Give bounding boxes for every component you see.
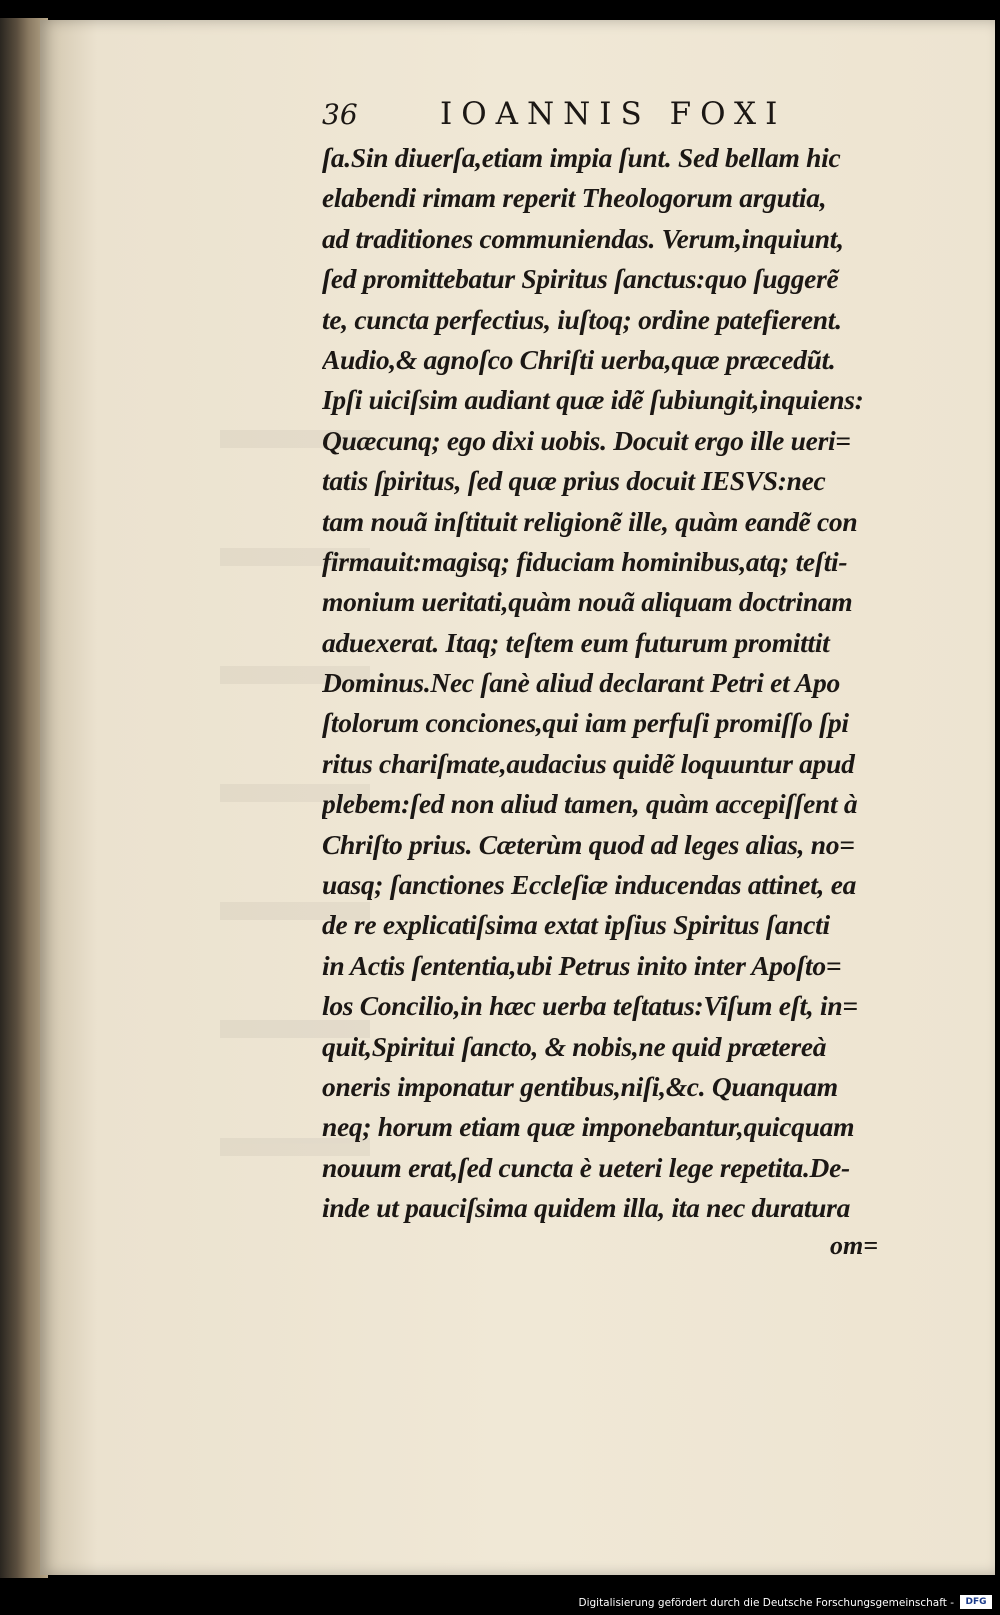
funding-credit: Digitalisierung gefördert durch die Deutsche Forschungsgemeinschaft - xyxy=(578,1597,954,1609)
text-line: te, cuncta perfectius, iuſtoq; ordine patefierent. xyxy=(322,303,842,335)
text-line: oneris imponatur gentibus,niſi,&c. Quanquam xyxy=(322,1070,838,1102)
text-line: quit,Spiritui ſancto, & nobis,ne quid prætereà xyxy=(322,1030,827,1062)
text-line: uasq; ſanctiones Eccleſiæ inducendas attinet, ea xyxy=(322,869,857,901)
text-line: ſtolorum conciones,qui iam perfuſi promiſſo ſpi xyxy=(322,707,849,739)
text-line: los Concilio,in hæc uerba teſtatus:Viſum eſt, in= xyxy=(322,990,858,1022)
body-text xyxy=(322,138,922,1229)
text-line: elabendi rimam reperit Theologorum argutia, xyxy=(322,182,827,214)
catchword: om= xyxy=(830,1231,879,1260)
text-line: Audio,& agnoſco Chriſti uerba,quæ præcedũt. xyxy=(322,343,836,375)
text-line: de re explicatiſsima extat ipſius Spiritus ſancti xyxy=(322,909,830,941)
text-line: ritus chariſmate,audacius quidẽ loquuntur apud xyxy=(322,747,855,779)
text-line: in Actis ſententia,ubi Petrus inito inter Apoſto= xyxy=(322,949,842,981)
text-line: Ipſi uiciſsim audiant quæ idẽ ſubiungit,inquiens: xyxy=(322,384,864,416)
text-line: ſed promittebatur Spiritus ſanctus:quo ſuggerẽ xyxy=(322,263,839,295)
text-line: firmauit:magisq; fiduciam hominibus,atq; teſti- xyxy=(322,545,848,577)
text-line: Chriſto prius. Cæterùm quod ad leges alias, no= xyxy=(322,828,855,860)
text-line: nouum erat,ſed cuncta è ueteri lege repetita.De- xyxy=(322,1151,850,1183)
text-line: monium ueritati,quàm nouã aliquam doctrinam xyxy=(322,586,853,618)
text-line: inde ut pauciſsima quidem illa, ita nec duratura xyxy=(322,1192,851,1224)
text-line: neq; horum etiam quæ imponebantur,quicquam xyxy=(322,1111,855,1143)
running-title: IOANNIS FOXI xyxy=(440,96,787,132)
text-line: ſa.Sin diuerſa,etiam impia ſunt. Sed bellam hic xyxy=(322,142,841,173)
text-line: aduexerat. Itaq; teſtem eum futurum promittit xyxy=(322,626,830,658)
text-line: tatis ſpiritus, ſed quæ prius docuit IESVS:nec xyxy=(322,465,826,497)
text-line: plebem:ſed non aliud tamen, quàm accepiſſent à xyxy=(322,788,858,820)
page-number: 36 xyxy=(322,98,358,131)
text-line: Dominus.Nec ſanè aliud declarant Petri et Apo xyxy=(322,667,840,699)
dfg-logo: DFG xyxy=(960,1595,992,1609)
text-block xyxy=(322,98,922,1229)
running-head xyxy=(322,98,922,138)
text-line: ad traditiones communiendas. Verum,inquiunt, xyxy=(322,222,844,254)
text-line: tam nouã inſtituit religionẽ ille, quàm eandẽ con xyxy=(322,505,858,537)
text-line: Quæcunq; ego dixi uobis. Docuit ergo ille ueri= xyxy=(322,424,851,456)
